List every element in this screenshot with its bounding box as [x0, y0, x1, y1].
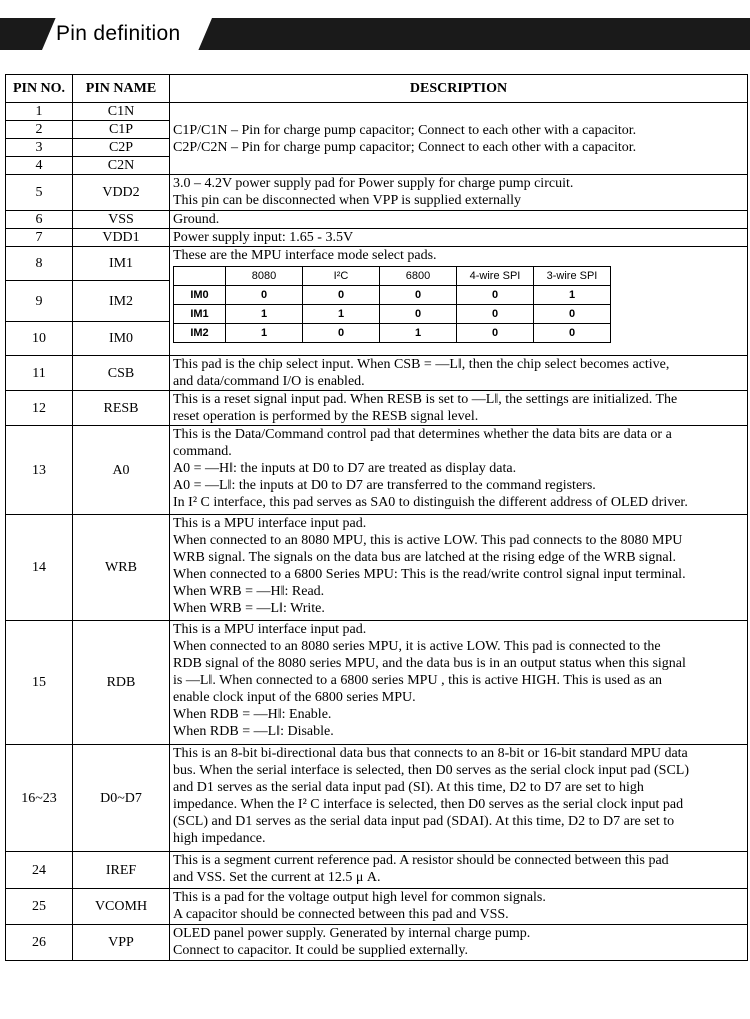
pin-name: VDD2 — [73, 175, 170, 211]
mode-table-cell: 0 — [303, 286, 380, 305]
mode-table-cell: 0 — [380, 305, 457, 324]
description-line: When WRB = ―H‖: Read. — [173, 584, 325, 599]
table-row — [6, 103, 748, 121]
description-line: and VSS. Set the current at 12.5 μ A. — [173, 870, 381, 885]
table-row — [6, 247, 748, 281]
pin-description — [170, 925, 748, 961]
pin-number: 4 — [6, 157, 73, 175]
description-line: This is a segment current reference pad. A resistor should be connected between this pad — [173, 853, 669, 868]
pin-number: 13 — [6, 426, 73, 515]
pin-number: 7 — [6, 229, 73, 247]
table-row — [6, 889, 748, 925]
page-title: Pin definition — [56, 22, 181, 45]
description-line: is ―L‖. When connected to a 6800 series MPU , this is active HIGH. This is used as an — [173, 673, 663, 688]
description-line: When WRB = ―L‖: Write. — [173, 601, 325, 616]
mode-table-row-label: IM0 — [174, 286, 226, 305]
table-row — [6, 175, 748, 211]
mode-table-cell: 0 — [457, 305, 534, 324]
description-line: A0 = ―H‖: the inputs at D0 to D7 are treated as display data. — [173, 461, 517, 476]
pin-name: IM2 — [73, 281, 170, 322]
mode-table-cell: 0 — [380, 286, 457, 305]
pin-name: C1N — [73, 103, 170, 121]
description-line: This is a MPU interface input pad. — [173, 516, 367, 531]
pin-name: RESB — [73, 391, 170, 426]
table-row — [6, 229, 748, 247]
pin-number: 3 — [6, 139, 73, 157]
pin-description — [170, 515, 748, 621]
pin-name: A0 — [73, 426, 170, 515]
pin-description — [170, 356, 748, 391]
description-line: enable clock input of the 6800 series MPU. — [173, 690, 416, 705]
description-line: When RDB = ―L‖: Disable. — [173, 724, 334, 739]
mode-table-header: 4-wire SPI — [457, 267, 534, 286]
mode-table-header: 8080 — [226, 267, 303, 286]
pin-number: 26 — [6, 925, 73, 961]
mode-table-header: 3-wire SPI — [534, 267, 611, 286]
description-line: WRB signal. The signals on the data bus are latched at the rising edge of the WRB signal. — [173, 550, 676, 565]
mode-select-table — [173, 266, 611, 343]
description-line: A0 = ―L‖: the inputs at D0 to D7 are transferred to the command registers. — [173, 478, 596, 493]
mode-table-header: 6800 — [380, 267, 457, 286]
pin-number: 5 — [6, 175, 73, 211]
pin-description — [170, 426, 748, 515]
description-line: A capacitor should be connected between this pad and VSS. — [173, 907, 509, 922]
pin-description — [170, 103, 748, 175]
pin-number: 8 — [6, 247, 73, 281]
description-line: RDB signal of the 8080 series MPU, and the data bus is in an output status when this signal — [173, 656, 686, 671]
mode-table-cell: 1 — [534, 286, 611, 305]
mode-table-row-label: IM1 — [174, 305, 226, 324]
table-row — [6, 426, 748, 515]
table-row — [6, 852, 748, 889]
description-line: When connected to an 8080 MPU, this is active LOW. This pad connects to the 8080 MPU — [173, 533, 683, 548]
description-line: In I² C interface, this pad serves as SA0 to distinguish the different address of OLED driver. — [173, 495, 688, 510]
pin-description — [170, 621, 748, 745]
description-line: (SCL) and D1 serves as the serial data input pad (SDAI). At this time, D2 to D7 are set to — [173, 814, 675, 829]
description-line: impedance. When the I² C interface is selected, then D0 serves as the serial clock input pad — [173, 797, 684, 812]
table-row — [6, 391, 748, 426]
mode-table-row — [174, 305, 611, 324]
table-row — [6, 745, 748, 852]
pin-name: VCOMH — [73, 889, 170, 925]
pin-description — [170, 745, 748, 852]
pin-name: D0~D7 — [73, 745, 170, 852]
mode-table-row — [174, 286, 611, 305]
pin-number: 24 — [6, 852, 73, 889]
pin-number: 15 — [6, 621, 73, 745]
table-row — [6, 356, 748, 391]
column-header-pin-no: PIN NO. — [6, 75, 73, 103]
table-row — [6, 925, 748, 961]
description-line: C1P/C1N – Pin for charge pump capacitor; Connect to each other with a capacitor. — [173, 122, 637, 138]
pin-description — [170, 889, 748, 925]
mode-table-cell: 1 — [303, 305, 380, 324]
pin-name: C2P — [73, 139, 170, 157]
pin-name: VSS — [73, 211, 170, 229]
description-line: When connected to an 8080 series MPU, it is active LOW. This pad is connected to the — [173, 639, 661, 654]
column-header-pin-name: PIN NAME — [73, 75, 170, 103]
pin-number: 2 — [6, 121, 73, 139]
pin-name: C1P — [73, 121, 170, 139]
description-line: Connect to capacitor. It could be supplied externally. — [173, 943, 468, 958]
description-line: This is a reset signal input pad. When RESB is set to ―L‖, the settings are initialized. The — [173, 392, 678, 407]
pin-number: 10 — [6, 322, 73, 356]
mode-table-cell: 1 — [380, 324, 457, 343]
description-line: This pad is the chip select input. When CSB = ―L‖, then the chip select becomes active, — [173, 357, 670, 372]
pin-name: IREF — [73, 852, 170, 889]
description-line: 3.0 – 4.2V power supply pad for Power supply for charge pump circuit. — [173, 176, 574, 191]
mode-table-row-label: IM2 — [174, 324, 226, 343]
description-line: and data/command I/O is enabled. — [173, 374, 365, 389]
mode-table-header: I²C — [303, 267, 380, 286]
column-header-description: DESCRIPTION — [170, 75, 748, 103]
pin-name: IM0 — [73, 322, 170, 356]
mode-table-header-row — [174, 267, 611, 286]
table-row — [6, 621, 748, 745]
description-line: This is a MPU interface input pad. — [173, 622, 367, 637]
description-line: reset operation is performed by the RESB signal level. — [173, 409, 479, 424]
mode-table-cell: 0 — [457, 324, 534, 343]
pin-number: 25 — [6, 889, 73, 925]
mode-table-cell: 0 — [457, 286, 534, 305]
mode-table-cell: 0 — [226, 286, 303, 305]
pin-number: 16~23 — [6, 745, 73, 852]
pin-name: RDB — [73, 621, 170, 745]
mode-table-header — [174, 267, 226, 286]
description-line: This is the Data/Command control pad that determines whether the data bits are data or a — [173, 427, 672, 442]
description-line: This pin can be disconnected when VPP is supplied externally — [173, 193, 521, 208]
pin-description — [170, 391, 748, 426]
mode-table-cell: 0 — [534, 324, 611, 343]
description-line: and D1 serves as the serial data input pad (SI). At this time, D2 to D7 are set to high — [173, 780, 644, 795]
pin-number: 14 — [6, 515, 73, 621]
pin-number: 12 — [6, 391, 73, 426]
pin-name: VDD1 — [73, 229, 170, 247]
description-line: bus. When the serial interface is selected, then D0 serves as the serial clock input pad (SCL) — [173, 763, 690, 778]
pin-description: Power supply input: 1.65 - 3.5V — [170, 229, 748, 247]
pin-description — [170, 175, 748, 211]
pin-number: 1 — [6, 103, 73, 121]
description-line: When connected to a 6800 Series MPU: This is the read/write control signal input terminal. — [173, 567, 686, 582]
pin-name: VPP — [73, 925, 170, 961]
description-line: This is a pad for the voltage output high level for common signals. — [173, 890, 546, 905]
description-line: This is an 8-bit bi-directional data bus that connects to an 8-bit or 16-bit standard MPU data — [173, 746, 688, 761]
pin-description — [170, 247, 748, 356]
pin-definition-table — [5, 74, 748, 961]
description-line: When RDB = ―H‖: Enable. — [173, 707, 332, 722]
pin-name: IM1 — [73, 247, 170, 281]
mode-table-cell: 0 — [534, 305, 611, 324]
table-row — [6, 515, 748, 621]
description-line: OLED panel power supply. Generated by internal charge pump. — [173, 926, 531, 941]
description-line: These are the MPU interface mode select pads. — [173, 248, 437, 263]
pin-description: Ground. — [170, 211, 748, 229]
description-line: command. — [173, 444, 232, 459]
pin-description — [170, 852, 748, 889]
pin-name: C2N — [73, 157, 170, 175]
mode-table-cell: 1 — [226, 305, 303, 324]
mode-table-cell: 1 — [226, 324, 303, 343]
mode-table-row — [174, 324, 611, 343]
mode-table-cell: 0 — [303, 324, 380, 343]
pin-number: 9 — [6, 281, 73, 322]
pin-name: WRB — [73, 515, 170, 621]
pin-number: 11 — [6, 356, 73, 391]
pin-number: 6 — [6, 211, 73, 229]
description-line: high impedance. — [173, 831, 266, 846]
pin-name: CSB — [73, 356, 170, 391]
table-row — [6, 211, 748, 229]
description-line: C2P/C2N – Pin for charge pump capacitor; Connect to each other with a capacitor. — [173, 139, 637, 155]
table-header-row — [6, 75, 748, 103]
